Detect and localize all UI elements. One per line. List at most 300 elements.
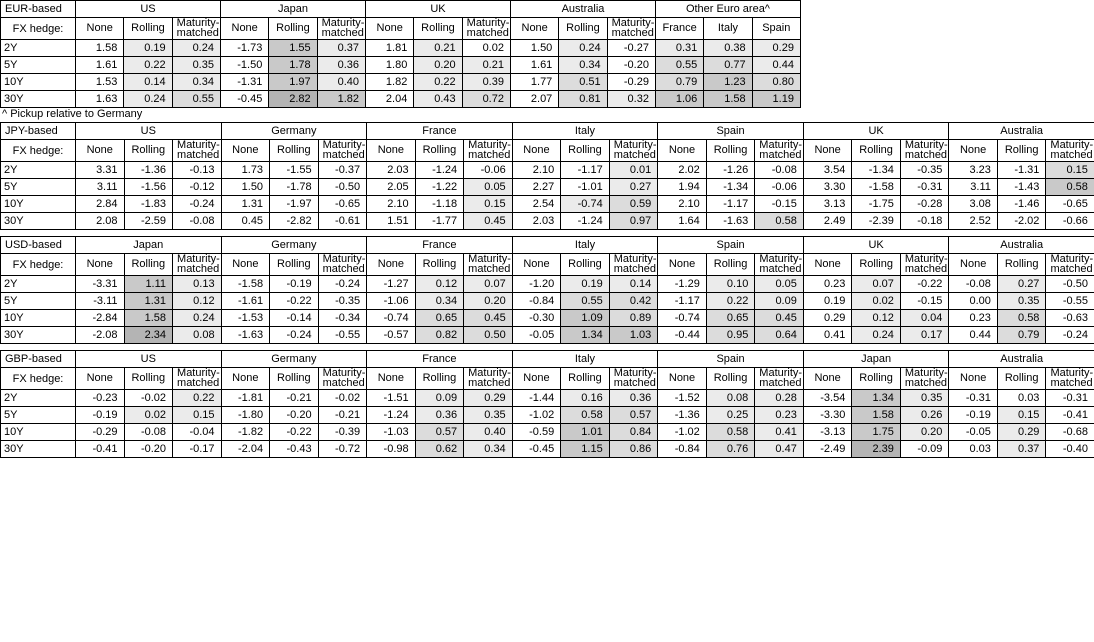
tenor-label: 10Y xyxy=(1,74,76,91)
column-header: Maturity- matched xyxy=(609,368,658,390)
data-cell: -1.80 xyxy=(221,407,270,424)
data-cell: 1.61 xyxy=(510,57,558,74)
data-cell: 0.36 xyxy=(609,390,658,407)
data-cell: -0.39 xyxy=(318,424,367,441)
data-cell: -2.59 xyxy=(124,213,173,230)
data-cell: 1.94 xyxy=(658,179,707,196)
data-cell: 0.29 xyxy=(997,424,1046,441)
table-row xyxy=(1,40,801,57)
data-cell: -2.04 xyxy=(221,441,270,458)
data-cell: 0.35 xyxy=(464,407,513,424)
column-header: Rolling xyxy=(997,368,1046,390)
data-cell: -0.50 xyxy=(318,179,367,196)
data-cell: 0.20 xyxy=(464,293,513,310)
data-cell: -0.34 xyxy=(318,310,367,327)
data-cell: 0.09 xyxy=(415,390,464,407)
data-cell: 1.58 xyxy=(124,310,173,327)
column-header: Maturity- matched xyxy=(1046,368,1094,390)
data-cell: 0.62 xyxy=(415,441,464,458)
data-cell: 0.34 xyxy=(415,293,464,310)
table-eur-based xyxy=(0,0,801,108)
table-row xyxy=(1,179,1094,196)
data-cell: 0.03 xyxy=(997,390,1046,407)
data-cell: 0.38 xyxy=(704,40,752,57)
group-header-row xyxy=(1,351,1094,368)
column-header: Maturity- matched xyxy=(462,18,510,40)
block-title: USD-based xyxy=(1,237,76,254)
data-cell: 0.19 xyxy=(803,293,852,310)
group-label: US xyxy=(76,123,222,140)
group-label: Japan xyxy=(76,237,222,254)
data-cell: 2.82 xyxy=(269,91,317,108)
data-cell: -1.44 xyxy=(512,390,561,407)
column-header: None xyxy=(367,140,416,162)
data-cell: -1.83 xyxy=(124,196,173,213)
data-cell: 0.25 xyxy=(706,407,755,424)
data-cell: 0.43 xyxy=(414,91,462,108)
column-header: None xyxy=(221,254,270,276)
table-row xyxy=(1,213,1094,230)
column-header: Rolling xyxy=(561,368,610,390)
data-cell: -0.21 xyxy=(270,390,319,407)
group-label: Germany xyxy=(221,123,367,140)
data-cell: 0.77 xyxy=(704,57,752,74)
group-label: France xyxy=(367,123,513,140)
table-row xyxy=(1,310,1094,327)
data-cell: -1.34 xyxy=(852,162,901,179)
data-cell: -1.02 xyxy=(512,407,561,424)
data-cell: 0.72 xyxy=(462,91,510,108)
data-cell: 0.16 xyxy=(561,390,610,407)
data-cell: 0.00 xyxy=(949,293,998,310)
table-usd-based xyxy=(0,236,1094,344)
column-header: Rolling xyxy=(269,18,317,40)
data-cell: 0.23 xyxy=(949,310,998,327)
table-row xyxy=(1,162,1094,179)
data-cell: 1.50 xyxy=(221,179,270,196)
data-cell: -0.02 xyxy=(318,390,367,407)
data-cell: 0.58 xyxy=(706,424,755,441)
data-cell: 0.45 xyxy=(464,310,513,327)
data-cell: 0.28 xyxy=(755,390,804,407)
column-header: None xyxy=(76,254,125,276)
data-cell: 0.22 xyxy=(706,293,755,310)
data-cell: 1.64 xyxy=(658,213,707,230)
data-cell: -0.65 xyxy=(1046,196,1094,213)
data-cell: -0.30 xyxy=(512,310,561,327)
data-cell: 0.58 xyxy=(755,213,804,230)
data-cell: 0.58 xyxy=(561,407,610,424)
data-cell: 0.37 xyxy=(317,40,365,57)
data-cell: 0.09 xyxy=(755,293,804,310)
data-cell: -0.68 xyxy=(1046,424,1094,441)
data-cell: 3.23 xyxy=(949,162,998,179)
data-cell: -0.31 xyxy=(1046,390,1094,407)
data-cell: 2.49 xyxy=(803,213,852,230)
group-label: Spain xyxy=(658,123,804,140)
data-cell: -2.39 xyxy=(852,213,901,230)
group-label: Italy xyxy=(512,351,658,368)
data-cell: 0.12 xyxy=(173,293,222,310)
column-header: None xyxy=(949,254,998,276)
data-cell: -0.61 xyxy=(318,213,367,230)
data-cell: 0.19 xyxy=(561,276,610,293)
data-cell: 0.27 xyxy=(609,179,658,196)
data-cell: -1.63 xyxy=(221,327,270,344)
column-header: Maturity- matched xyxy=(464,254,513,276)
data-cell: 0.19 xyxy=(124,40,172,57)
column-header: Maturity- matched xyxy=(755,368,804,390)
data-cell: 0.03 xyxy=(949,441,998,458)
data-cell: 0.40 xyxy=(464,424,513,441)
data-cell: 1.82 xyxy=(366,74,414,91)
data-cell: -0.55 xyxy=(1046,293,1094,310)
data-cell: 0.08 xyxy=(173,327,222,344)
data-cell: 0.02 xyxy=(462,40,510,57)
block-title: EUR-based xyxy=(1,1,76,18)
group-label: UK xyxy=(803,123,949,140)
data-cell: 0.82 xyxy=(415,327,464,344)
data-cell: 0.50 xyxy=(464,327,513,344)
data-cell: 0.35 xyxy=(172,57,220,74)
column-header: None xyxy=(220,18,268,40)
group-header-row xyxy=(1,1,801,18)
data-cell: 0.35 xyxy=(900,390,949,407)
column-header: Rolling xyxy=(270,368,319,390)
data-cell: 1.61 xyxy=(76,57,124,74)
column-header: Rolling xyxy=(124,18,172,40)
data-cell: 0.27 xyxy=(997,276,1046,293)
data-cell: -1.34 xyxy=(706,179,755,196)
block-title: GBP-based xyxy=(1,351,76,368)
data-cell: -0.02 xyxy=(124,390,173,407)
data-cell: -2.82 xyxy=(270,213,319,230)
data-cell: 3.30 xyxy=(803,179,852,196)
data-cell: 1.97 xyxy=(269,74,317,91)
data-cell: -1.78 xyxy=(270,179,319,196)
table-gbp-based xyxy=(0,350,1094,458)
data-cell: 3.11 xyxy=(76,179,125,196)
group-label: Japan xyxy=(803,351,949,368)
column-header: Maturity- matched xyxy=(318,254,367,276)
data-cell: 0.95 xyxy=(706,327,755,344)
data-cell: 0.01 xyxy=(609,162,658,179)
data-cell: 0.07 xyxy=(464,276,513,293)
data-cell: -0.19 xyxy=(949,407,998,424)
data-cell: 1.34 xyxy=(561,327,610,344)
data-cell: 0.26 xyxy=(900,407,949,424)
data-cell: 0.44 xyxy=(752,57,800,74)
group-label: Australia xyxy=(949,237,1094,254)
data-cell: -1.43 xyxy=(997,179,1046,196)
data-cell: 0.12 xyxy=(852,310,901,327)
column-header: Rolling xyxy=(997,140,1046,162)
group-label: Spain xyxy=(658,351,804,368)
data-cell: 0.13 xyxy=(173,276,222,293)
data-cell: -0.66 xyxy=(1046,213,1094,230)
data-cell: 0.42 xyxy=(609,293,658,310)
column-header: None xyxy=(803,254,852,276)
data-cell: 0.04 xyxy=(900,310,949,327)
data-cell: 0.41 xyxy=(803,327,852,344)
group-label: France xyxy=(367,237,513,254)
data-cell: -0.45 xyxy=(512,441,561,458)
data-cell: 1.23 xyxy=(704,74,752,91)
column-header: Rolling xyxy=(852,254,901,276)
table-row xyxy=(1,390,1094,407)
data-cell: -0.18 xyxy=(900,213,949,230)
column-header: Rolling xyxy=(852,368,901,390)
data-cell: 1.01 xyxy=(561,424,610,441)
data-cell: 2.10 xyxy=(367,196,416,213)
group-label: UK xyxy=(366,1,511,18)
data-cell: 1.80 xyxy=(366,57,414,74)
data-cell: 0.22 xyxy=(173,390,222,407)
tenor-label: 10Y xyxy=(1,196,76,213)
fx-hedge-label: FX hedge: xyxy=(1,254,76,276)
data-cell: 2.10 xyxy=(658,196,707,213)
data-cell: 2.07 xyxy=(510,91,558,108)
data-cell: -0.74 xyxy=(367,310,416,327)
data-cell: -0.24 xyxy=(270,327,319,344)
data-cell: 0.81 xyxy=(559,91,607,108)
table-row xyxy=(1,196,1094,213)
data-cell: 0.24 xyxy=(559,40,607,57)
data-cell: -0.09 xyxy=(900,441,949,458)
data-cell: -0.65 xyxy=(318,196,367,213)
data-cell: -1.58 xyxy=(221,276,270,293)
column-header: None xyxy=(510,18,558,40)
column-header: None xyxy=(76,18,124,40)
tenor-label: 5Y xyxy=(1,407,76,424)
data-cell: -1.31 xyxy=(997,162,1046,179)
data-cell: 2.52 xyxy=(949,213,998,230)
group-label: Australia xyxy=(949,351,1094,368)
column-header: None xyxy=(658,140,707,162)
column-header: None xyxy=(803,368,852,390)
data-cell: 0.79 xyxy=(997,327,1046,344)
group-header-row xyxy=(1,123,1094,140)
data-cell: 0.24 xyxy=(124,91,172,108)
data-cell: 0.58 xyxy=(1046,179,1094,196)
data-cell: -2.49 xyxy=(803,441,852,458)
data-cell: -1.27 xyxy=(367,276,416,293)
table-jpy-based xyxy=(0,122,1094,230)
group-label: Other Euro area^ xyxy=(655,1,800,18)
column-header: Maturity- matched xyxy=(172,18,220,40)
data-cell: -2.02 xyxy=(997,213,1046,230)
data-cell: 1.51 xyxy=(367,213,416,230)
data-cell: 0.20 xyxy=(414,57,462,74)
data-cell: 1.11 xyxy=(124,276,173,293)
data-cell: 2.84 xyxy=(76,196,125,213)
table-row xyxy=(1,407,1094,424)
hedge-header-row xyxy=(1,254,1094,276)
data-cell: 0.45 xyxy=(755,310,804,327)
data-cell: 0.21 xyxy=(462,57,510,74)
data-cell: -0.59 xyxy=(512,424,561,441)
hedge-header-row xyxy=(1,368,1094,390)
column-header: None xyxy=(658,254,707,276)
data-cell: 0.15 xyxy=(173,407,222,424)
data-cell: -0.50 xyxy=(1046,276,1094,293)
data-cell: 0.35 xyxy=(997,293,1046,310)
data-cell: 2.03 xyxy=(367,162,416,179)
column-header: Rolling xyxy=(997,254,1046,276)
data-cell: -3.11 xyxy=(76,293,125,310)
column-header: Maturity- matched xyxy=(609,140,658,162)
data-cell: -0.08 xyxy=(949,276,998,293)
data-cell: -1.53 xyxy=(221,310,270,327)
data-cell: 0.40 xyxy=(317,74,365,91)
column-header: Maturity- matched xyxy=(1046,140,1094,162)
data-cell: -0.05 xyxy=(949,424,998,441)
data-cell: -0.35 xyxy=(318,293,367,310)
data-cell: -0.29 xyxy=(76,424,125,441)
table-row xyxy=(1,424,1094,441)
column-header: Maturity- matched xyxy=(464,368,513,390)
column-header: Maturity- matched xyxy=(173,140,222,162)
column-header: Rolling xyxy=(124,254,173,276)
column-header: None xyxy=(76,368,125,390)
data-cell: -0.74 xyxy=(561,196,610,213)
column-header: Rolling xyxy=(706,140,755,162)
data-cell: 2.04 xyxy=(366,91,414,108)
data-cell: -0.43 xyxy=(270,441,319,458)
column-header: Rolling xyxy=(561,254,610,276)
data-cell: -0.84 xyxy=(658,441,707,458)
data-cell: 1.55 xyxy=(269,40,317,57)
data-cell: -0.08 xyxy=(755,162,804,179)
data-cell: -0.05 xyxy=(512,327,561,344)
data-cell: 0.02 xyxy=(852,293,901,310)
hedge-header-row xyxy=(1,140,1094,162)
data-cell: 2.02 xyxy=(658,162,707,179)
data-cell: 0.36 xyxy=(317,57,365,74)
data-cell: 0.15 xyxy=(1046,162,1094,179)
data-cell: -0.21 xyxy=(318,407,367,424)
data-cell: -1.24 xyxy=(561,213,610,230)
column-header: None xyxy=(949,140,998,162)
group-label: Australia xyxy=(510,1,655,18)
column-header: Spain xyxy=(752,18,800,40)
data-cell: 0.65 xyxy=(415,310,464,327)
tenor-label: 10Y xyxy=(1,310,76,327)
hedge-header-row xyxy=(1,18,801,40)
data-cell: 0.22 xyxy=(124,57,172,74)
column-header: None xyxy=(512,254,561,276)
data-cell: -0.55 xyxy=(318,327,367,344)
data-cell: 1.75 xyxy=(852,424,901,441)
data-cell: -1.06 xyxy=(367,293,416,310)
data-cell: -0.63 xyxy=(1046,310,1094,327)
column-header: France xyxy=(655,18,703,40)
data-cell: 0.34 xyxy=(172,74,220,91)
tenor-label: 2Y xyxy=(1,40,76,57)
data-cell: 0.10 xyxy=(706,276,755,293)
data-cell: -1.29 xyxy=(658,276,707,293)
data-cell: -0.24 xyxy=(318,276,367,293)
column-header: None xyxy=(658,368,707,390)
data-cell: 0.37 xyxy=(997,441,1046,458)
data-cell: -0.24 xyxy=(1046,327,1094,344)
data-cell: -0.29 xyxy=(607,74,655,91)
data-cell: 0.57 xyxy=(415,424,464,441)
data-cell: -0.31 xyxy=(900,179,949,196)
data-cell: 0.24 xyxy=(852,327,901,344)
group-label: US xyxy=(76,351,222,368)
data-cell: 0.31 xyxy=(655,40,703,57)
table-row xyxy=(1,91,801,108)
data-cell: 0.29 xyxy=(803,310,852,327)
group-label: Germany xyxy=(221,351,367,368)
data-cell: -1.36 xyxy=(124,162,173,179)
data-cell: -1.26 xyxy=(706,162,755,179)
data-cell: 1.82 xyxy=(317,91,365,108)
data-cell: -1.52 xyxy=(658,390,707,407)
data-cell: 0.24 xyxy=(172,40,220,57)
column-header: Rolling xyxy=(706,368,755,390)
data-cell: 0.32 xyxy=(607,91,655,108)
data-cell: 0.44 xyxy=(949,327,998,344)
data-cell: 1.58 xyxy=(852,407,901,424)
column-header: Maturity- matched xyxy=(609,254,658,276)
data-cell: -0.37 xyxy=(318,162,367,179)
data-cell: 0.65 xyxy=(706,310,755,327)
data-cell: -1.97 xyxy=(270,196,319,213)
data-cell: -0.23 xyxy=(76,390,125,407)
column-header: Maturity- matched xyxy=(317,18,365,40)
data-cell: -0.06 xyxy=(755,179,804,196)
data-cell: -0.24 xyxy=(173,196,222,213)
tenor-label: 5Y xyxy=(1,293,76,310)
column-header: Maturity- matched xyxy=(318,140,367,162)
data-cell: -1.24 xyxy=(415,162,464,179)
data-cell: -1.56 xyxy=(124,179,173,196)
column-header: Maturity- matched xyxy=(900,140,949,162)
data-cell: 0.22 xyxy=(414,74,462,91)
data-cell: -0.28 xyxy=(900,196,949,213)
data-cell: 0.20 xyxy=(900,424,949,441)
data-cell: -0.19 xyxy=(270,276,319,293)
column-header: None xyxy=(367,254,416,276)
data-cell: -0.15 xyxy=(900,293,949,310)
data-cell: 0.55 xyxy=(655,57,703,74)
data-cell: -0.20 xyxy=(124,441,173,458)
data-cell: 0.64 xyxy=(755,327,804,344)
data-cell: 1.06 xyxy=(655,91,703,108)
data-cell: 1.53 xyxy=(76,74,124,91)
data-cell: 1.77 xyxy=(510,74,558,91)
data-cell: -1.81 xyxy=(221,390,270,407)
data-cell: -1.82 xyxy=(221,424,270,441)
data-cell: 0.51 xyxy=(559,74,607,91)
data-cell: 0.14 xyxy=(124,74,172,91)
data-cell: 0.84 xyxy=(609,424,658,441)
group-label: France xyxy=(367,351,513,368)
data-cell: 0.45 xyxy=(221,213,270,230)
data-cell: -0.13 xyxy=(173,162,222,179)
data-cell: 0.05 xyxy=(755,276,804,293)
column-header: Rolling xyxy=(414,18,462,40)
column-header: Maturity- matched xyxy=(173,368,222,390)
column-header: None xyxy=(366,18,414,40)
data-cell: 1.31 xyxy=(221,196,270,213)
data-cell: 0.58 xyxy=(997,310,1046,327)
group-header-row xyxy=(1,237,1094,254)
data-cell: -1.03 xyxy=(367,424,416,441)
data-cell: 0.47 xyxy=(755,441,804,458)
